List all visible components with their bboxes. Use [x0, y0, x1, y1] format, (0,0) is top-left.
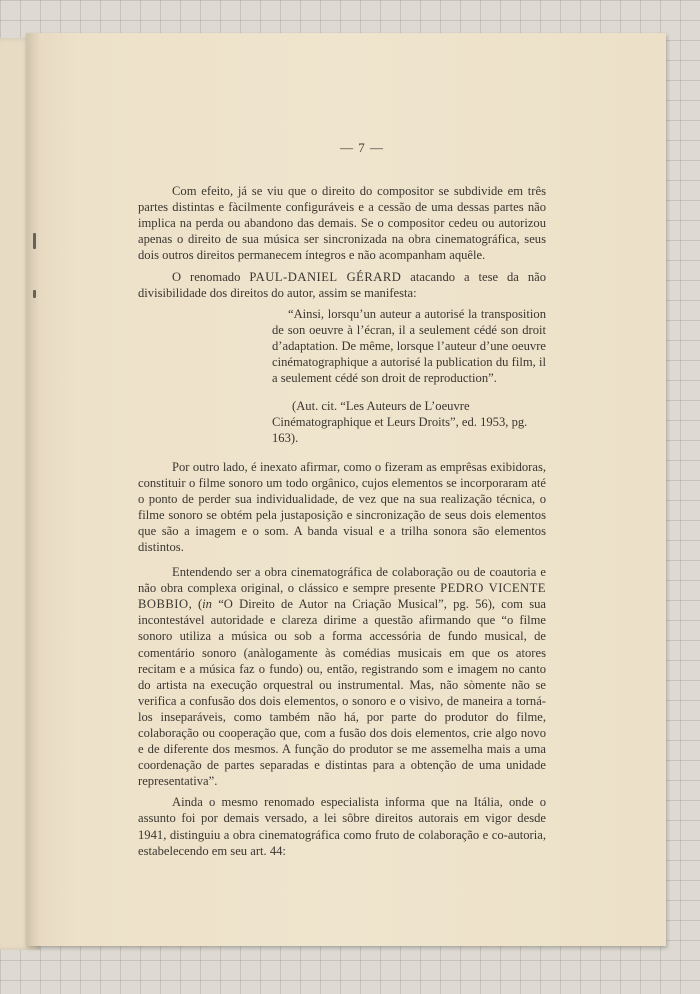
citation: (Aut. cit. “Les Auteurs de L’oeuvre Cinématographique et Leurs Droits”, ed. 1953, pg. 163). [272, 399, 528, 446]
author-name-bobbio: PEDRO VICENTE BOBBIO [138, 581, 546, 612]
paragraph-2-end: atacando a tese da não divisibilidade dos direitos do autor, assim se manifesta: [138, 269, 547, 300]
paragraph-5: Ainda o mesmo renomado especialista informa que na Itália, onde o assunto foi por demais versado, a lei sôbre direitos autorais em vigor desde 1941, distinguiu a obra cinematográfica como fruto de colaboração e co-autoria, estabelecendo em seu art. 44: [138, 795, 546, 858]
paragraph-2 [138, 269, 546, 301]
paragraph-4 [138, 564, 546, 789]
paragraph-2-start: O renomado [172, 269, 250, 284]
staple-mark [33, 290, 36, 298]
binding-shadow [26, 33, 40, 946]
author-name-gerard: PAUL-DANIEL GÉRARD [249, 269, 402, 284]
paragraph-3: Por outro lado, é inexato afirmar, como o fizeram as emprêsas exibidoras, constituir o filme sonoro um todo orgânico, cujos elementos se incorporaram até o ponto de perder sua individualidade, de vez que na sua realização técnica, o filme sonoro se obtém pela justaposição e sincronização de seus dois elementos que são a imagem e o som. A banda visual e a trilha sonora são elementos distintos. [138, 459, 546, 554]
paragraph-4-open: , ( [188, 597, 203, 612]
page-number: — 7 — [340, 140, 384, 155]
staple-mark [33, 233, 36, 249]
page-text [138, 140, 546, 859]
in-italic: in [202, 597, 212, 612]
paragraph-4-end: “O Direito de Autor na Criação Musical”, pg. 56), com sua incontestável autoridade e clareza dirime a questão afirmando que “o filme sonoro utiliza a música ou sob a forma accessória de fundo musical, de comentário sonoro (anàlogamente às comédias musicais em que os atores recitam e a música faz o fundo) ou, então, registrando som e imagem no canto do artista na execução orquestral ou instrumental. Mas, não sòmente não se verifica a confusão dos dois elementos, o sonoro e o visivo, de maneira a torná-los inseparáveis, como também não há, por parte do produtor do filme, colaboração ou cooperação que, com a fusão dos dois elementos, crie algo novo e de diferente dos mesmos. A função do produtor se me assemelha mais a uma coordenação de partes separadas e distintas para a obtenção de uma unidade representativa”. [138, 597, 546, 789]
paragraph-4-start: Entendendo ser a obra cinematográfica de colaboração ou de coautoria e não obra complexa original, o clássico e sempre presente [138, 565, 546, 596]
block-quote: “Ainsi, lorsqu’un auteur a autorisé la transposition de son oeuvre à l’écran, il a seulement cédé son droit d’adaptation. De même, lorsque l’auteur d’une oeuvre cinématographique a autorisé la publication du film, il a seulement cédé son droit de reproduction”. [272, 306, 546, 386]
paragraph-1: Com efeito, já se viu que o direito do compositor se subdivide em três partes distintas e fàcilmente configuráveis e a cessão de uma dessas partes não implica na perda ou abandono das demais. Se o compositor cedeu ou autorizou apenas o direito de sua música ser sincronizada na obra cinematográfica, seus dois outros direitos permanecem íntegros e não acompanham aquêle. [138, 184, 546, 263]
